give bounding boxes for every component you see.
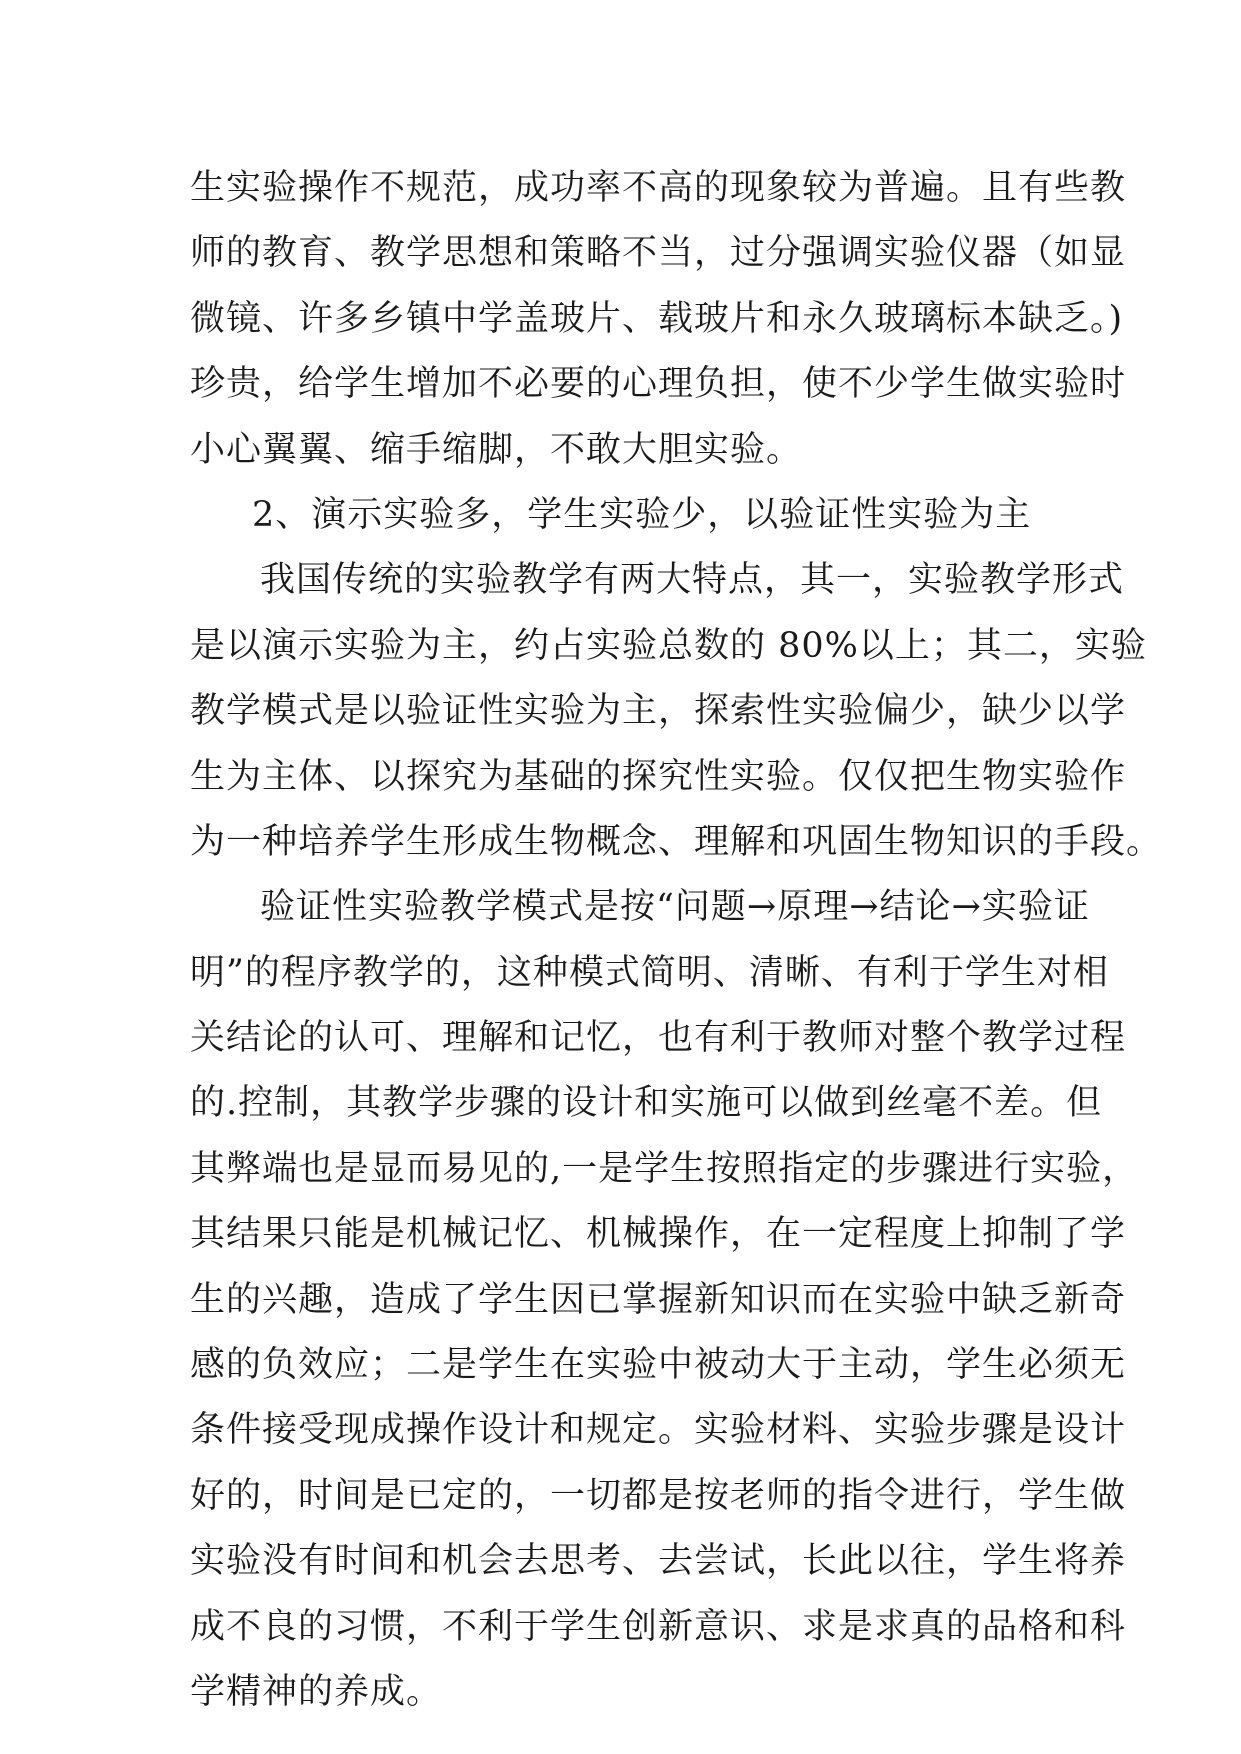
text-line: 其弊端也是显而易见的,一是学生按照指定的步骤进行实验， bbox=[190, 1148, 1139, 1189]
text-line: 是以演示实验为主，约占实验总数的 80%以上；其二，实验 bbox=[190, 625, 1147, 666]
section-heading: 2、演示实验多，学生实验少，以验证性实验为主 bbox=[252, 494, 1032, 535]
body-text bbox=[190, 156, 1163, 1725]
text-line: 验证性实验教学模式是按“问题→原理→结论→实验证 bbox=[260, 887, 1090, 928]
text-line: 明”的程序教学的，这种模式简明、清晰、有利于学生对相 bbox=[190, 952, 1109, 993]
text-line: 师的教育、教学思想和策略不当，过分强调实验仪器（如显 bbox=[190, 233, 1127, 274]
text-line: 学精神的养成。 bbox=[190, 1671, 443, 1712]
text-line: 成不良的习惯，不利于学生创新意识、求是求真的品格和科 bbox=[190, 1606, 1127, 1647]
text-line: 生实验操作不规范，成功率不高的现象较为普遍。且有些教 bbox=[190, 168, 1127, 208]
text-line: 生为主体、以探究为基础的探究性实验。仅仅把生物实验作 bbox=[190, 756, 1127, 797]
text-line: 的.控制，其教学步骤的设计和实施可以做到丝毫不差。但 bbox=[190, 1083, 1103, 1124]
text-line: 实验没有时间和机会去思考、去尝试，长此以往，学生将养 bbox=[190, 1541, 1127, 1582]
text-line: 生的兴趣，造成了学生因已掌握新知识而在实验中缺乏新奇 bbox=[190, 1279, 1127, 1320]
text-line: 微镜、许多乡镇中学盖玻片、载玻片和永久玻璃标本缺乏。) bbox=[190, 298, 1124, 339]
text-line: 条件接受现成操作设计和规定。实验材料、实验步骤是设计 bbox=[190, 1410, 1127, 1451]
text-line: 感的负效应；二是学生在实验中被动大于主动，学生必须无 bbox=[190, 1345, 1127, 1386]
text-line: 珍贵，给学生增加不必要的心理负担，使不少学生做实验时 bbox=[190, 364, 1127, 405]
text-line: 我国传统的实验教学有两大特点，其一，实验教学形式 bbox=[260, 560, 1125, 601]
text-line: 为一种培养学生形成生物概念、理解和巩固生物知识的手段。 bbox=[190, 821, 1163, 862]
text-line: 教学模式是以验证性实验为主，探索性实验偏少，缺少以学 bbox=[190, 691, 1127, 732]
text-line: 其结果只能是机械记忆、机械操作，在一定程度上抑制了学 bbox=[190, 1214, 1127, 1255]
text-line: 好的，时间是已定的，一切都是按老师的指令进行，学生做 bbox=[190, 1475, 1127, 1516]
text-line: 关结论的认可、理解和记忆，也有利于教师对整个教学过程 bbox=[190, 1018, 1127, 1059]
text-line: 小心翼翼、缩手缩脚，不敢大胆实验。 bbox=[190, 429, 803, 470]
